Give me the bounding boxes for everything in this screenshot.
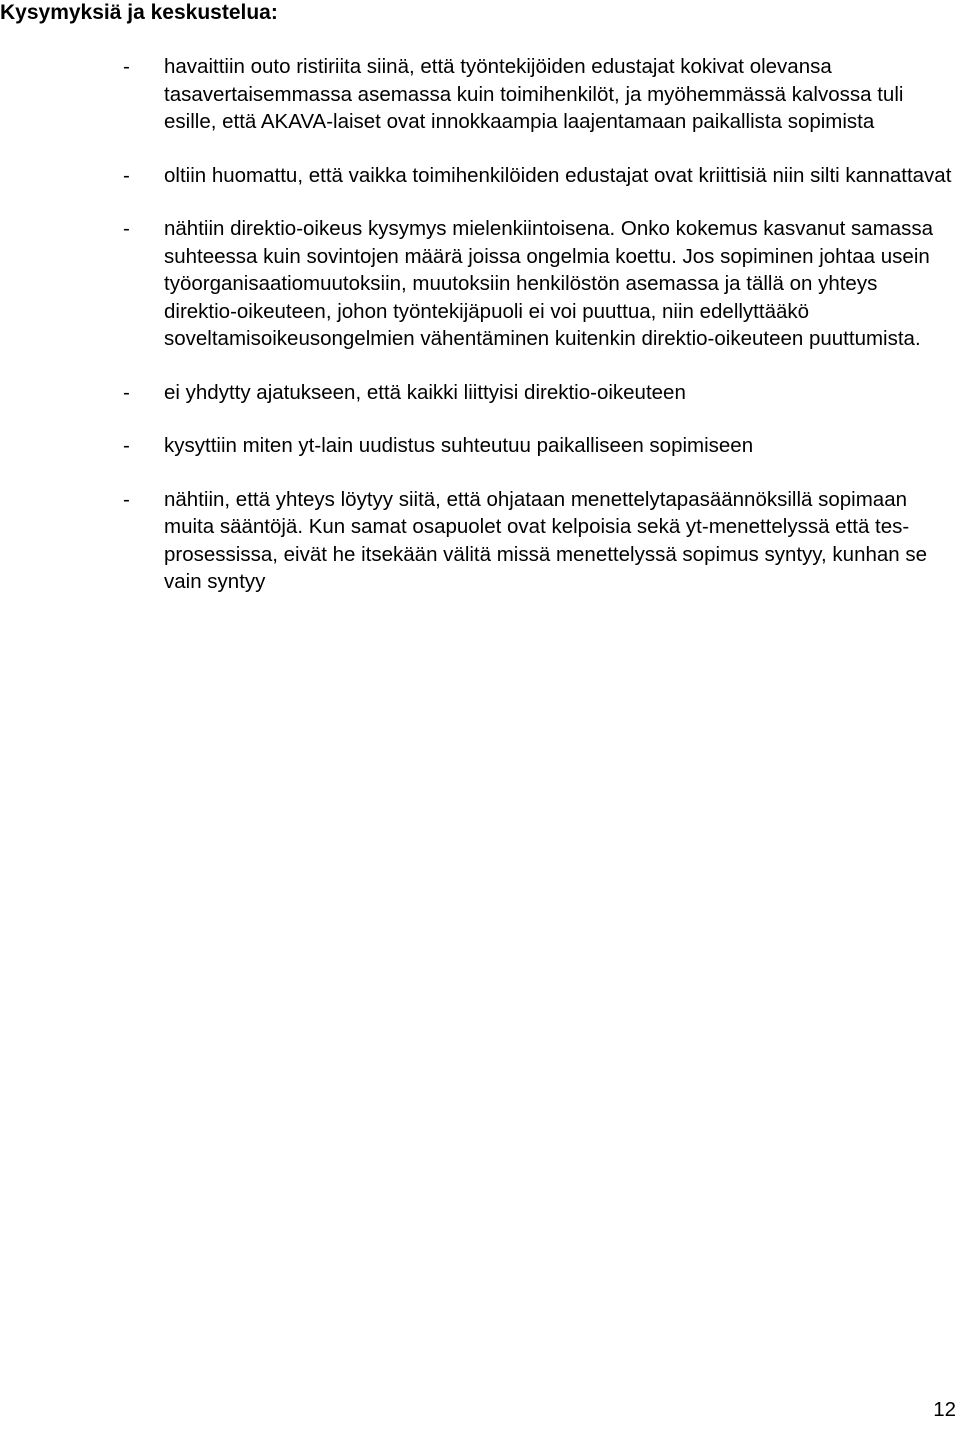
bullet-dash: - <box>123 380 130 404</box>
list-item-text: nähtiin direktio-oikeus kysymys mielenkiintoisena. Onko kokemus kasvanut samassa suhteessa kuin sovintojen määrä joissa ongelmia koettu. Jos sopiminen johtaa usein työorganisaatiomuutoksiin, muutoksiin henkilöstön asemassa ja tällä on yhteys direktio-oikeuteen, johon työntekijäpuoli ei voi puuttua, niin edellyttääkö soveltamisoikeusongelmien vähentäminen kuitenkin direktio-oikeuteen puuttumista. <box>164 217 934 350</box>
list-item <box>0 162 960 190</box>
list-item-text: ei yhdytty ajatukseen, että kaikki liittyisi direktio-oikeuteen <box>164 380 686 404</box>
list-item <box>0 215 960 353</box>
discussion-list <box>0 53 960 622</box>
page-heading: Kysymyksiä ja keskustelua: <box>0 1 278 24</box>
bullet-dash: - <box>123 163 130 187</box>
bullet-dash: - <box>123 217 130 240</box>
list-item-text: havaittiin outo ristiriita siinä, että työntekijöiden edustajat kokivat olevansa tasavertaisemmassa asemassa kuin toimihenkilöt, ja myöhemmässä kalvossa tuli esille, että AKAVA-laiset ovat innokkaampia laajentamaan paikallista sopimista <box>164 55 904 133</box>
list-item <box>0 486 960 596</box>
bullet-dash: - <box>123 487 130 511</box>
bullet-dash: - <box>123 434 130 457</box>
list-item-text: oltiin huomattu, että vaikka toimihenkilöiden edustajat ovat kriittisiä niin silti kannattavat <box>164 163 952 187</box>
list-item <box>0 379 960 407</box>
page-number: 12 <box>933 1398 956 1421</box>
list-item-text: kysyttiin miten yt-lain uudistus suhteutuu paikalliseen sopimiseen <box>164 434 754 457</box>
list-item <box>0 432 960 460</box>
bullet-dash: - <box>123 55 130 78</box>
list-item-text: nähtiin, että yhteys löytyy siitä, että ohjataan menettelytapasäännöksillä sopimaan muita sääntöjä. Kun samat osapuolet ovat kelpoisia sekä yt-menettelyssä että tes-prosessissa, eivät he itsekään välitä missä menettelyssä sopimus syntyy, kunhan se vain syntyy <box>164 487 928 593</box>
list-item <box>0 53 960 136</box>
